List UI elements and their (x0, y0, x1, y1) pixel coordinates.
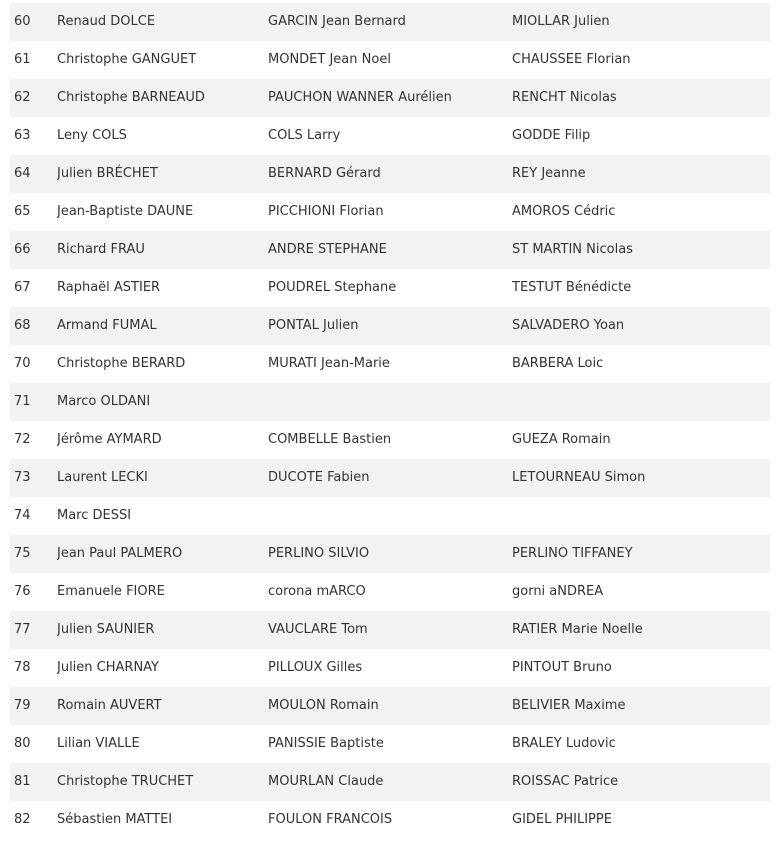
driver-name: Leny COLS (57, 128, 127, 143)
entry-number: 80 (14, 736, 31, 751)
third-name (512, 383, 767, 421)
entry-number: 70 (14, 356, 31, 371)
table-row (10, 193, 770, 231)
table-row (10, 345, 770, 383)
driver-name: Marco OLDANI (57, 394, 151, 409)
third-name (512, 497, 767, 535)
entry-number: 60 (14, 14, 31, 29)
driver-name: Jean Paul PALMERO (57, 546, 183, 561)
codriver-name: PAUCHON WANNER Aurélien (268, 90, 452, 105)
table-row (10, 3, 770, 41)
driver-name: Jean-Baptiste DAUNE (57, 204, 194, 219)
entry-number: 82 (14, 812, 31, 827)
table-row (10, 573, 770, 611)
table-row (10, 79, 770, 117)
third-name: PINTOUT Bruno (512, 660, 612, 675)
codriver-name: MOULON Romain (268, 698, 379, 713)
third-name: BARBERA Loic (512, 356, 604, 371)
driver-name: Romain AUVERT (57, 698, 162, 713)
codriver-name: PERLINO SILVIO (268, 546, 370, 561)
driver-name: Julien CHARNAY (57, 660, 159, 675)
third-name: SALVADERO Yoan (512, 318, 625, 333)
codriver-name: COMBELLE Bastien (268, 432, 392, 447)
driver-name: Richard FRAU (57, 242, 145, 257)
third-name: GUEZA Romain (512, 432, 611, 447)
table-row (10, 117, 770, 155)
entry-number: 72 (14, 432, 31, 447)
third-name: AMOROS Cédric (512, 204, 616, 219)
driver-name: Julien SAUNIER (57, 622, 155, 637)
entry-number: 78 (14, 660, 31, 675)
third-name: PERLINO TIFFANEY (512, 546, 633, 561)
third-name: CHAUSSEE Florian (512, 52, 631, 67)
entry-number: 66 (14, 242, 31, 257)
driver-name: Armand FUMAL (57, 318, 157, 333)
driver-name: Raphaël ASTIER (57, 280, 161, 295)
codriver-name: BERNARD Gérard (268, 166, 381, 181)
driver-name: Christophe GANGUET (57, 52, 197, 67)
table-row (10, 801, 770, 839)
codriver-name: DUCOTE Fabien (268, 470, 370, 485)
third-name: ST MARTIN Nicolas (512, 242, 633, 257)
codriver-name: POUDREL Stephane (268, 280, 397, 295)
third-name: RATIER Marie Noelle (512, 622, 643, 637)
codriver-name: MONDET Jean Noel (268, 52, 391, 67)
entry-number: 68 (14, 318, 31, 333)
driver-name: Jérôme AYMARD (57, 432, 162, 447)
entry-number: 61 (14, 52, 31, 67)
third-name: GIDEL PHILIPPE (512, 812, 612, 827)
entry-number: 62 (14, 90, 31, 105)
entry-number: 79 (14, 698, 31, 713)
entry-number: 71 (14, 394, 31, 409)
driver-name: Christophe TRUCHET (57, 774, 194, 789)
table-row (10, 269, 770, 307)
codriver-name (268, 497, 508, 535)
table-row (10, 41, 770, 79)
entry-number: 63 (14, 128, 31, 143)
entry-number: 74 (14, 508, 31, 523)
entry-number: 75 (14, 546, 31, 561)
entry-number: 65 (14, 204, 31, 219)
codriver-name: PANISSIE Baptiste (268, 736, 384, 751)
driver-name: Christophe BARNEAUD (57, 90, 205, 105)
third-name: RENCHT Nicolas (512, 90, 617, 105)
codriver-name: GARCIN Jean Bernard (268, 14, 406, 29)
table-row (10, 307, 770, 345)
third-name: REY Jeanne (512, 166, 586, 181)
codriver-name: VAUCLARE Tom (268, 622, 368, 637)
table-row (10, 155, 770, 193)
driver-name: Laurent LECKI (57, 470, 148, 485)
table-row (10, 383, 770, 421)
third-name: ROISSAC Patrice (512, 774, 619, 789)
driver-name: Sébastien MATTEI (57, 812, 173, 827)
entry-number: 67 (14, 280, 31, 295)
codriver-name: PILLOUX Gilles (268, 660, 363, 675)
driver-name: Christophe BERARD (57, 356, 186, 371)
table-row (10, 687, 770, 725)
third-name: LETOURNEAU Simon (512, 470, 646, 485)
codriver-name: PONTAL Julien (268, 318, 359, 333)
entry-number: 81 (14, 774, 31, 789)
driver-name: Marc DESSI (57, 508, 132, 523)
codriver-name: MOURLAN Claude (268, 774, 384, 789)
third-name: BELIVIER Maxime (512, 698, 626, 713)
driver-name: Renaud DOLCE (57, 14, 156, 29)
table-row (10, 763, 770, 801)
entry-number: 77 (14, 622, 31, 637)
table-row (10, 535, 770, 573)
driver-name: Emanuele FIORE (57, 584, 165, 599)
codriver-name: PICCHIONI Florian (268, 204, 384, 219)
driver-name: Julien BRÉCHET (57, 166, 158, 181)
entry-number: 64 (14, 166, 31, 181)
entry-number: 76 (14, 584, 31, 599)
entry-list-table (10, 3, 770, 839)
third-name: MIOLLAR Julien (512, 14, 610, 29)
table-row (10, 649, 770, 687)
table-row (10, 497, 770, 535)
entry-number: 73 (14, 470, 31, 485)
driver-name: Lilian VIALLE (57, 736, 140, 751)
codriver-name: ANDRE STEPHANE (268, 242, 387, 257)
codriver-name: FOULON FRANCOIS (268, 812, 393, 827)
codriver-name: corona mARCO (268, 584, 366, 599)
table-row (10, 421, 770, 459)
third-name: gorni aNDREA (512, 584, 604, 599)
codriver-name (268, 383, 508, 421)
codriver-name: COLS Larry (268, 128, 341, 143)
codriver-name: MURATI Jean-Marie (268, 356, 390, 371)
table-row (10, 725, 770, 763)
table-row (10, 611, 770, 649)
third-name: GODDE Filip (512, 128, 591, 143)
table-row (10, 231, 770, 269)
third-name: TESTUT Bénédicte (512, 280, 632, 295)
table-row (10, 459, 770, 497)
third-name: BRALEY Ludovic (512, 736, 616, 751)
